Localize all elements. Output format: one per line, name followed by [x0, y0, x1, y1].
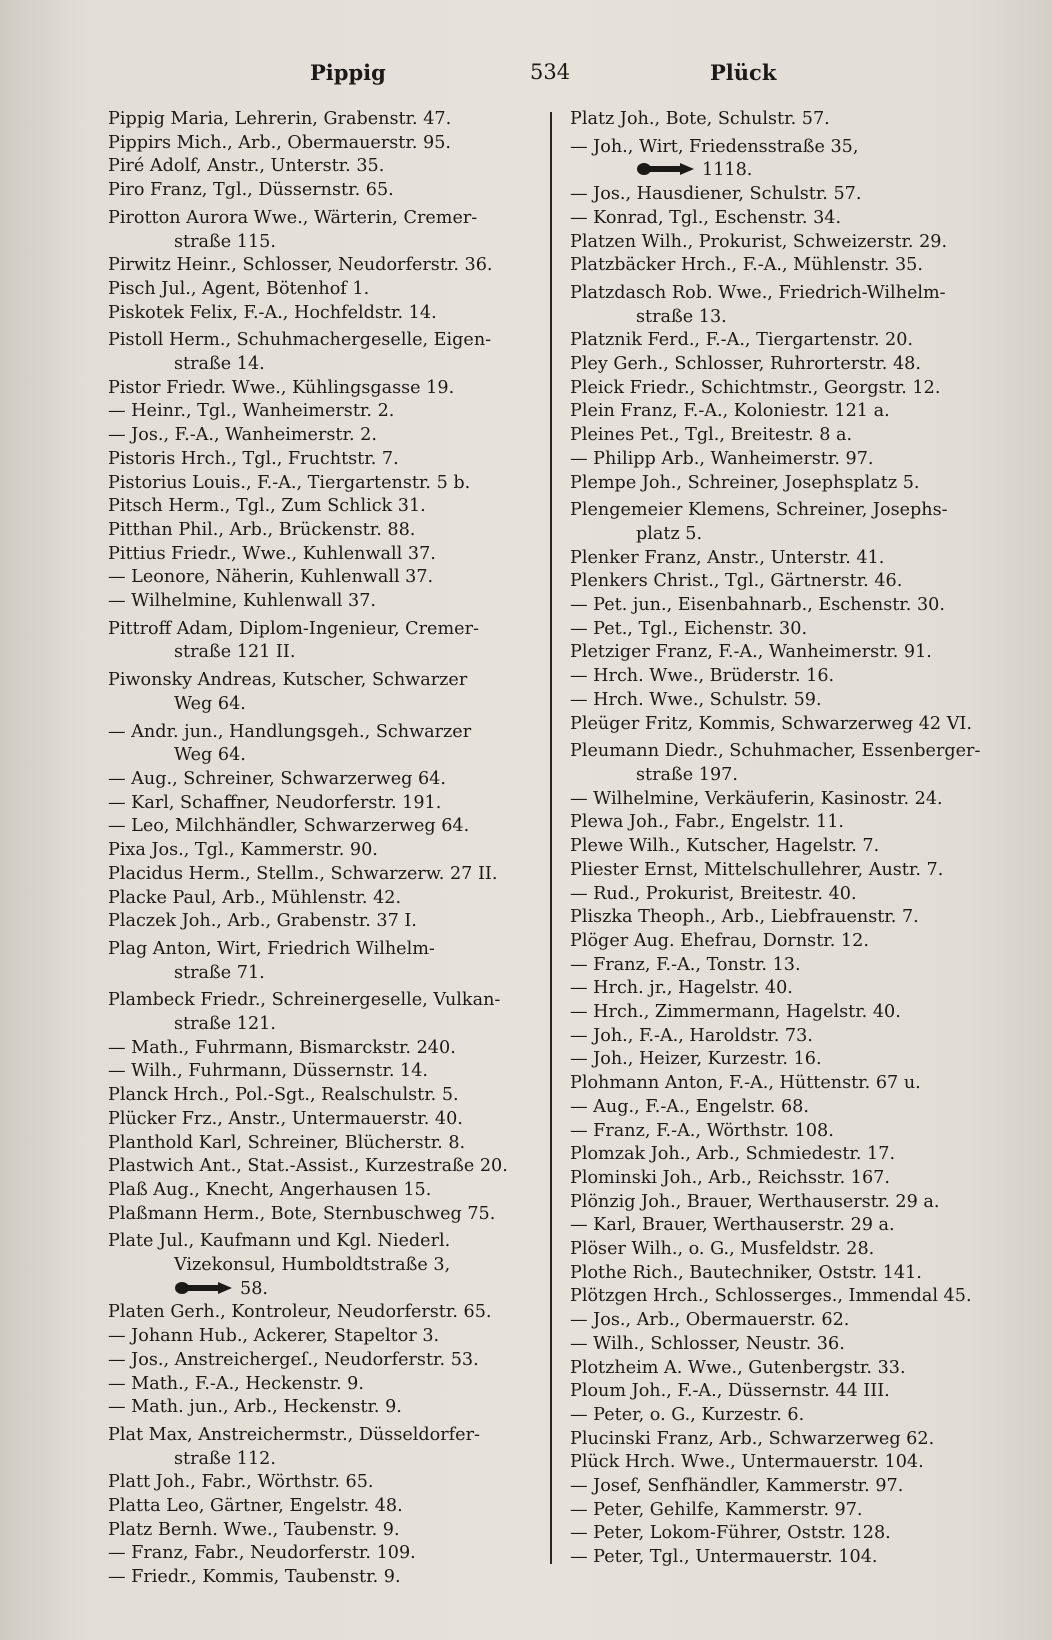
entry-line: — Hrch. Wwe., Schulstr. 59. [570, 689, 822, 710]
entry-line: — Hrch. Wwe., Brüderstr. 16. [570, 666, 835, 687]
entry-continuation: straße 121. [174, 1014, 276, 1035]
directory-entry [570, 1357, 1000, 1381]
directory-entry [108, 792, 538, 816]
entry-line: Plaß Aug., Knecht, Angerhausen 15. [108, 1179, 432, 1200]
entry-line: Placke Paul, Arb., Mühlenstr. 42. [108, 887, 402, 908]
left-column [108, 108, 538, 1590]
directory-entry [570, 1451, 1000, 1475]
header-right-keyword: Plück [710, 60, 777, 85]
entry-continuation: straße 13. [636, 306, 727, 327]
directory-entry [570, 1167, 1000, 1191]
entry-line: — Franz, F.-A., Wörthstr. 108. [570, 1120, 834, 1141]
directory-entry [570, 954, 1000, 978]
entry-line: — Jos., Hausdiener, Schulstr. 57. [570, 184, 862, 205]
entry-line: Pistoris Hrch., Tgl., Fruchtstr. 7. [108, 448, 399, 469]
directory-entry [570, 377, 1000, 401]
entry-line: Platzen Wilh., Prokurist, Schweizerstr. 29. [570, 231, 948, 252]
directory-entry [570, 811, 1000, 835]
entry-line: Plenker Franz, Anstr., Unterstr. 41. [570, 547, 885, 568]
entry-line: — Joh., Wirt, Friedensstraße 35, [570, 136, 859, 157]
directory-entry [108, 1566, 538, 1590]
phone-line [570, 159, 1000, 183]
entry-line: Plomzak Joh., Arb., Schmiedestr. 17. [570, 1144, 896, 1165]
entry-line: — Leo, Milchhändler, Schwarzerweg 64. [108, 816, 470, 837]
directory-entry [570, 1072, 1000, 1096]
entry-line: — Friedr., Kommis, Taubenstr. 9. [108, 1567, 401, 1588]
directory-entry [108, 721, 538, 768]
entry-line: Pirwitz Heinr., Schlosser, Neudorferstr. 36. [108, 255, 493, 276]
directory-entry [570, 570, 1000, 594]
directory-entry [108, 1396, 538, 1420]
entry-line: — Joh., Heizer, Kurzestr. 16. [570, 1049, 822, 1070]
directory-entry [108, 938, 538, 985]
directory-entry [570, 424, 1000, 448]
directory-entry [108, 377, 538, 401]
directory-entry [108, 768, 538, 792]
entry-continuation: Weg 64. [174, 745, 246, 766]
entry-line: Plewe Wilh., Kutscher, Hagelstr. 7. [570, 836, 880, 857]
page-header [110, 60, 1000, 96]
entry-line: Pistorius Louis., F.-A., Tiergartenstr. 5 b. [108, 472, 471, 493]
entry-line: Piro Franz, Tgl., Düssernstr. 65. [108, 180, 394, 201]
entry-line: Pippig Maria, Lehrerin, Grabenstr. 47. [108, 109, 452, 129]
entry-line: Plein Franz, F.-A., Koloniestr. 121 a. [570, 401, 890, 422]
directory-entry [570, 665, 1000, 689]
directory-entry [570, 618, 1000, 642]
directory-entry [108, 1179, 538, 1203]
entry-line: — Math., Fuhrmann, Bismarckstr. 240. [108, 1037, 456, 1058]
directory-entry [108, 1230, 538, 1301]
entry-line: Plöser Wilh., o. G., Musfeldstr. 28. [570, 1239, 875, 1260]
entry-line: — Jos., F.-A., Wanheimerstr. 2. [108, 425, 377, 446]
directory-entry [570, 1499, 1000, 1523]
directory-entry [570, 353, 1000, 377]
entry-line: Plöger Aug. Ehefrau, Dornstr. 12. [570, 930, 869, 951]
entry-line: — Aug., Schreiner, Schwarzerweg 64. [108, 768, 446, 789]
directory-entry [570, 547, 1000, 571]
directory-entry [108, 329, 538, 376]
entry-line: Plominski Joh., Arb., Reichsstr. 167. [570, 1167, 890, 1188]
entry-line: Pliester Ernst, Mittelschullehrer, Austr. 7. [570, 859, 944, 880]
directory-entry [108, 1325, 538, 1349]
directory-entry [570, 499, 1000, 546]
directory-entry [108, 669, 538, 716]
directory-entry [570, 207, 1000, 231]
entry-line: — Jos., Anstreichergeſ., Neudorferstr. 53. [108, 1349, 479, 1370]
entry-line: — Wilh., Fuhrmann, Düssernstr. 14. [108, 1061, 429, 1082]
entry-line: Plönzig Joh., Brauer, Werthauserstr. 29 a. [570, 1191, 940, 1212]
entry-line: Plastwich Ant., Stat.-Assist., Kurzestraße 20. [108, 1156, 508, 1177]
directory-entry [108, 1084, 538, 1108]
directory-entry [570, 1285, 1000, 1309]
directory-entry [108, 1301, 538, 1325]
entry-line: Pleüger Fritz, Kommis, Schwarzerweg 42 VI. [570, 713, 972, 734]
entry-line: — Aug., F.-A., Engelstr. 68. [570, 1096, 809, 1117]
phone-number: 58. [240, 1278, 268, 1299]
entry-line: Pittroff Adam, Diplom-Ingenieur, Cremer- [108, 618, 479, 639]
entry-line: — Peter, Lokom-Führer, Oststr. 128. [570, 1523, 891, 1544]
entry-line: Platz Bernh. Wwe., Taubenstr. 9. [108, 1519, 400, 1540]
header-left-keyword: Pippig [310, 60, 386, 85]
entry-line: Pittius Friedr., Wwe., Kuhlenwall 37. [108, 543, 436, 564]
entry-line: Ploum Joh., F.-A., Düssernstr. 44 III. [570, 1381, 890, 1402]
entry-line: Pistoll Herm., Schuhmachergeselle, Eigen- [108, 330, 492, 351]
entry-continuation: straße 121 II. [174, 642, 296, 663]
entry-line: Platt Joh., Fabr., Wörthstr. 65. [108, 1472, 374, 1493]
directory-entry [570, 282, 1000, 329]
entry-line: — Karl, Brauer, Werthauserstr. 29 a. [570, 1215, 895, 1236]
directory-entry [108, 132, 538, 156]
entry-line: Pliszka Theoph., Arb., Liebfrauenstr. 7. [570, 907, 919, 928]
directory-entry [108, 495, 538, 519]
entry-line: — Jos., Arb., Obermauerstr. 62. [570, 1310, 850, 1331]
entry-line: Plucinski Franz, Arb., Schwarzerweg 62. [570, 1428, 935, 1449]
entry-line: Plewa Joh., Fabr., Engelstr. 11. [570, 812, 845, 833]
directory-entry [570, 183, 1000, 207]
entry-line: Pistor Friedr. Wwe., Kühlingsgasse 19. [108, 377, 455, 398]
entry-continuation: straße 14. [174, 354, 265, 375]
directory-entry [570, 835, 1000, 859]
directory-entry [570, 1048, 1000, 1072]
directory-entry [108, 989, 538, 1036]
directory-entry [108, 254, 538, 278]
entry-line: Piskotek Felix, F.-A., Hochfeldstr. 14. [108, 302, 437, 323]
entry-line: Placzek Joh., Arb., Grabenstr. 37 I. [108, 911, 417, 932]
directory-entry [570, 788, 1000, 812]
directory-entry [570, 231, 1000, 255]
entry-line: — Peter, Gehilfe, Kammerstr. 97. [570, 1499, 863, 1520]
directory-entry [570, 1191, 1000, 1215]
column-divider [550, 112, 552, 1564]
directory-entry [108, 472, 538, 496]
entry-continuation: platz 5. [636, 523, 703, 544]
entry-line: Platzbäcker Hrch., F.-A., Mühlenstr. 35. [570, 255, 923, 276]
entry-line: Plück Hrch. Wwe., Untermauerstr. 104. [570, 1452, 924, 1473]
entry-line: Plohmann Anton, F.-A., Hüttenstr. 67 u. [570, 1073, 921, 1094]
entry-line: Pirotton Aurora Wwe., Wärterin, Cremer- [108, 207, 478, 228]
entry-line: Piré Adolf, Anstr., Unterstr. 35. [108, 156, 385, 177]
entry-line: — Philipp Arb., Wanheimerstr. 97. [570, 448, 874, 469]
entry-line: Pisch Jul., Agent, Bötenhof 1. [108, 278, 370, 299]
directory-entry [108, 424, 538, 448]
entry-line: Plenkers Christ., Tgl., Gärtnerstr. 46. [570, 571, 903, 592]
directory-entry [570, 1404, 1000, 1428]
directory-entry [108, 155, 538, 179]
directory-entry [570, 906, 1000, 930]
directory-entry [570, 1309, 1000, 1333]
directory-entry [108, 1155, 538, 1179]
directory-entry [570, 254, 1000, 278]
directory-entry [108, 1037, 538, 1061]
entry-line: Planck Hrch., Pol.-Sgt., Realschulstr. 5. [108, 1085, 459, 1106]
entry-line: Plag Anton, Wirt, Friedrich Wilhelm- [108, 938, 435, 959]
entry-line: — Hrch. jr., Hagelstr. 40. [570, 978, 793, 999]
entry-line: Pitthan Phil., Arb., Brückenstr. 88. [108, 519, 416, 540]
entry-line: — Wilhelmine, Verkäuferin, Kasinostr. 24. [570, 788, 943, 809]
directory-entry [108, 1132, 538, 1156]
entry-line: — Pet. jun., Eisenbahnarb., Eschenstr. 30. [570, 595, 945, 616]
entry-line: — Math. jun., Arb., Heckenstr. 9. [108, 1397, 402, 1418]
entry-continuation: straße 197. [636, 764, 738, 785]
entry-line: Placidus Herm., Stellm., Schwarzerw. 27 II. [108, 863, 498, 884]
directory-entry [570, 859, 1000, 883]
entry-line: — Wilh., Schlosser, Neustr. 36. [570, 1333, 845, 1354]
directory-entry [108, 207, 538, 254]
entry-line: — Peter, o. G., Kurzestr. 6. [570, 1404, 805, 1425]
directory-entry [108, 839, 538, 863]
directory-entry [570, 1143, 1000, 1167]
directory-entry [570, 1120, 1000, 1144]
entry-line: — Konrad, Tgl., Eschenstr. 34. [570, 207, 842, 228]
directory-entry [570, 594, 1000, 618]
directory-entry [570, 689, 1000, 713]
directory-entry [570, 1214, 1000, 1238]
directory-entry [108, 400, 538, 424]
directory-entry [108, 1108, 538, 1132]
directory-entry [570, 1546, 1000, 1570]
phone-line [108, 1278, 538, 1302]
directory-entry [108, 448, 538, 472]
directory-entry [108, 519, 538, 543]
entry-line: — Andr. jun., Handlungsgeh., Schwarzer [108, 721, 472, 742]
directory-entry [570, 1001, 1000, 1025]
entry-line: Platen Gerh., Kontroleur, Neudorferstr. 65. [108, 1302, 492, 1323]
directory-entry [108, 543, 538, 567]
directory-entry [570, 883, 1000, 907]
phone-number: 1118. [702, 160, 753, 181]
entry-line: Platz Joh., Bote, Schulstr. 57. [570, 109, 830, 129]
entry-line: — Pet., Tgl., Eichenstr. 30. [570, 618, 808, 639]
directory-entry [108, 566, 538, 590]
telephone-receiver-icon [174, 1281, 234, 1295]
directory-entry [570, 1428, 1000, 1452]
directory-entry [108, 1542, 538, 1566]
directory-entry [108, 278, 538, 302]
directory-entry [108, 1373, 538, 1397]
entry-line: — Karl, Schaffner, Neudorferstr. 191. [108, 792, 442, 813]
directory-entry [570, 1096, 1000, 1120]
entry-line: — Wilhelmine, Kuhlenwall 37. [108, 591, 376, 612]
directory-entry [570, 1475, 1000, 1499]
directory-entry [108, 179, 538, 203]
directory-entry [570, 1238, 1000, 1262]
entry-continuation: Weg 64. [174, 693, 246, 714]
entry-line: Planthold Karl, Schreiner, Blücherstr. 8. [108, 1132, 466, 1153]
entry-line: Plothe Rich., Bautechniker, Oststr. 141. [570, 1262, 922, 1283]
directory-entry [570, 1522, 1000, 1546]
entry-line: — Heinr., Tgl., Wanheimerstr. 2. [108, 401, 395, 422]
entry-line: Platznik Ferd., F.-A., Tiergartenstr. 20. [570, 330, 913, 351]
directory-entry [570, 1262, 1000, 1286]
entry-continuation: straße 112. [174, 1448, 276, 1469]
directory-entry [570, 1380, 1000, 1404]
directory-entry [108, 1060, 538, 1084]
entry-line: — Rud., Prokurist, Breitestr. 40. [570, 883, 857, 904]
entry-line: — Franz, F.-A., Tonstr. 13. [570, 954, 801, 975]
telephone-receiver-icon [636, 162, 696, 176]
entry-line: — Leonore, Näherin, Kuhlenwall 37. [108, 567, 434, 588]
entry-line: Piwonsky Andreas, Kutscher, Schwarzer [108, 670, 468, 691]
entry-line: Pitsch Herm., Tgl., Zum Schlick 31. [108, 496, 426, 517]
entry-line: Pley Gerh., Schlosser, Ruhrorterstr. 48. [570, 354, 921, 375]
entry-line: — Johann Hub., Ackerer, Stapeltor 3. [108, 1326, 440, 1347]
directory-entry [570, 400, 1000, 424]
entry-line: Plempe Joh., Schreiner, Josephsplatz 5. [570, 472, 920, 493]
directory-entry [570, 472, 1000, 496]
directory-entry [108, 1349, 538, 1373]
entry-line: Plengemeier Klemens, Schreiner, Josephs- [570, 500, 948, 521]
directory-entry [108, 1519, 538, 1543]
directory-entry [108, 887, 538, 911]
directory-entry [570, 136, 1000, 183]
entry-line: Pletziger Franz, F.-A., Wanheimerstr. 91. [570, 642, 932, 663]
entry-line: — Josef, Senfhändler, Kammerstr. 97. [570, 1476, 904, 1497]
entry-line: Pleick Friedr., Schichtmstr., Georgstr. 12. [570, 377, 941, 398]
entry-line: Plaßmann Herm., Bote, Sternbuschweg 75. [108, 1203, 496, 1224]
entry-line: — Peter, Tgl., Untermauerstr. 104. [570, 1547, 878, 1568]
entry-line: Plat Max, Anstreichermstr., Düsseldorfer- [108, 1424, 480, 1445]
entry-line: Pippirs Mich., Arb., Obermauerstr. 95. [108, 132, 451, 153]
directory-entry [108, 1471, 538, 1495]
directory-entry [570, 329, 1000, 353]
directory-entry [108, 1424, 538, 1471]
entry-line: Pleumann Diedr., Schuhmacher, Essenberger- [570, 741, 981, 762]
directory-entry [108, 1495, 538, 1519]
directory-entry [570, 713, 1000, 737]
directory-entry [570, 641, 1000, 665]
directory-entry [570, 977, 1000, 1001]
directory-entry [108, 108, 538, 132]
entry-line: Plücker Frz., Anstr., Untermauerstr. 40. [108, 1108, 463, 1129]
entry-line: — Math., F.-A., Heckenstr. 9. [108, 1373, 364, 1394]
directory-entry [108, 618, 538, 665]
directory-entry [570, 108, 1000, 132]
entry-line: Pleines Pet., Tgl., Breitestr. 8 a. [570, 425, 853, 446]
directory-entry [108, 590, 538, 614]
entry-line: Platzdasch Rob. Wwe., Friedrich-Wilhelm- [570, 282, 946, 303]
page-number: 534 [530, 60, 571, 84]
directory-entry [570, 740, 1000, 787]
entry-line: Plötzgen Hrch., Schlosserges., Immendal 45. [570, 1286, 972, 1307]
entry-continuation: straße 71. [174, 962, 265, 983]
directory-entry [570, 1333, 1000, 1357]
right-column [570, 108, 1000, 1570]
directory-entry [108, 815, 538, 839]
directory-entry [108, 863, 538, 887]
entry-continuation: straße 115. [174, 231, 276, 252]
directory-entry [108, 302, 538, 326]
directory-entry [108, 910, 538, 934]
entry-continuation: Vizekonsul, Humboldtstraße 3, [174, 1255, 451, 1276]
entry-line: Platta Leo, Gärtner, Engelstr. 48. [108, 1496, 403, 1517]
directory-entry [570, 930, 1000, 954]
entry-line: Plambeck Friedr., Schreinergeselle, Vulkan- [108, 990, 501, 1011]
entry-line: — Franz, Fabr., Neudorferstr. 109. [108, 1543, 416, 1564]
entry-line: Pixa Jos., Tgl., Kammerstr. 90. [108, 840, 378, 861]
directory-entry [570, 448, 1000, 472]
directory-entry [570, 1025, 1000, 1049]
entry-line: — Hrch., Zimmermann, Hagelstr. 40. [570, 1002, 901, 1023]
entry-line: Plate Jul., Kaufmann und Kgl. Niederl. [108, 1231, 451, 1252]
directory-entry [108, 1203, 538, 1227]
entry-line: Plotzheim A. Wwe., Gutenbergstr. 33. [570, 1357, 906, 1378]
entry-line: — Joh., F.-A., Haroldstr. 73. [570, 1025, 813, 1046]
